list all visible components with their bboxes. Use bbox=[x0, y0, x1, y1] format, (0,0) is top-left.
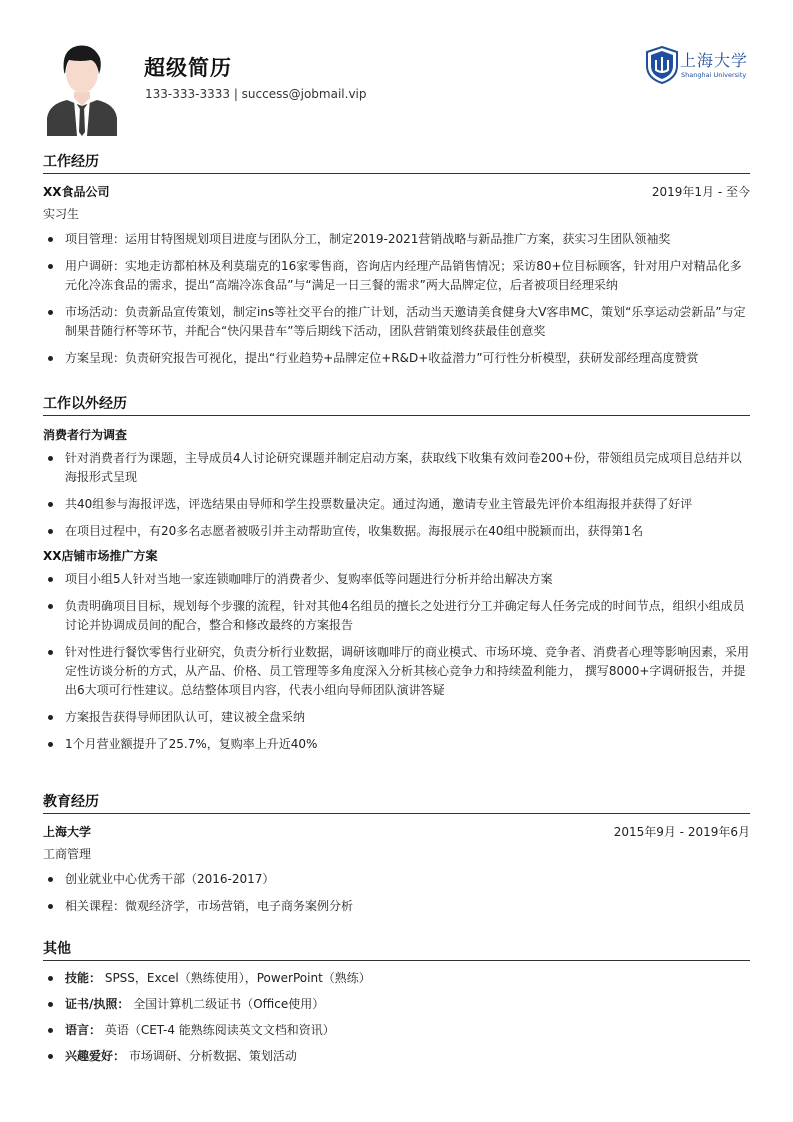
contact-info: 133-333-3333 | success@jobmail.vip bbox=[145, 87, 367, 101]
other-experience-section bbox=[43, 393, 750, 754]
list-item: 在项目过程中，有20多名志愿者被吸引并主动帮助宣传，收集数据。海报展示在40组中脱颖而出，获得第1名 bbox=[43, 522, 750, 541]
list-item: 相关课程：微观经济学，市场营销，电子商务案例分析 bbox=[43, 897, 750, 916]
list-item: 针对消费者行为课题，主导成员4人讨论研究课题并制定启动方案，获取线下收集有效问卷200+份，带领组员完成项目总结并以海报形式呈现 bbox=[43, 449, 750, 487]
university-logo-icon bbox=[645, 46, 679, 84]
resume-title: 超级简历 bbox=[144, 56, 232, 80]
list-item: 项目小组5人针对当地一家连锁咖啡厅的消费者少、复购率低等问题进行分析并给出解决方案 bbox=[43, 570, 750, 589]
project-title: XX店铺市场推广方案 bbox=[43, 549, 158, 563]
university-logo-text: 上海大学 bbox=[680, 51, 749, 70]
edu-bullets bbox=[43, 870, 750, 916]
section-title: 教育经历 bbox=[43, 791, 750, 814]
work-section bbox=[43, 151, 750, 368]
project-title: 消费者行为调查 bbox=[43, 428, 128, 442]
language-value: 英语（CET-4 能熟练阅读英文文档和资讯） bbox=[101, 1023, 335, 1037]
list-item bbox=[43, 969, 750, 988]
language-label: 语言： bbox=[65, 1023, 102, 1037]
list-item: 市场活动：负责新品宣传策划，制定ins等社交平台的推广计划，活动当天邀请美食健身大V客串MC，策划“乐享运动尝新品”与定制果昔随行杯等环节，并配合“快闪果昔车”等后期线下活动，团队营销策划终获最佳创意奖 bbox=[43, 303, 750, 341]
list-item bbox=[43, 995, 750, 1014]
school-name: 上海大学 bbox=[43, 825, 92, 839]
list-item: 针对性进行餐饮零售行业研究，负责分析行业数据，调研该咖啡厅的商业模式、市场环境、竞争者、消费者心理等影响因素，采用定性访谈分析的方式，从产品、价格、员工管理等多角度深入分析其核心竞争力和持续盈利能力， 撰写8000+字调研报告，并提出6大项可行性建议。总结整体项目内容，代表小组向导师团队演讲答疑 bbox=[43, 643, 750, 700]
section-title: 其他 bbox=[43, 938, 750, 961]
hobbies-label: 兴趣爱好： bbox=[65, 1049, 126, 1063]
list-item: 共40组参与海报评选，评选结果由导师和学生投票数量决定。通过沟通，邀请专业主管最先评价本组海报并获得了好评 bbox=[43, 495, 750, 514]
education-section bbox=[43, 791, 750, 916]
certificate-label: 证书/执照： bbox=[65, 997, 130, 1011]
work-bullets bbox=[43, 230, 750, 368]
major: 工商管理 bbox=[43, 847, 92, 861]
project2-bullets bbox=[43, 570, 750, 754]
certificate-value: 全国计算机二级证书（Office使用） bbox=[129, 997, 325, 1011]
company-name: XX食品公司 bbox=[43, 185, 110, 199]
list-item: 方案呈现：负责研究报告可视化，提出“行业趋势+品牌定位+R&D+收益潜力”可行性分析模型，获研发部经理高度赞赏 bbox=[43, 349, 750, 368]
skills-value: SPSS，Excel（熟练使用），PowerPoint（熟练） bbox=[101, 971, 371, 985]
list-item: 1个月营业额提升了25.7%，复购率上升近40% bbox=[43, 735, 750, 754]
list-item: 方案报告获得导师团队认可，建议被全盘采纳 bbox=[43, 708, 750, 727]
list-item bbox=[43, 1047, 750, 1066]
list-item bbox=[43, 1021, 750, 1040]
skills-label: 技能： bbox=[65, 971, 102, 985]
list-item: 项目管理：运用甘特图规划项目进度与团队分工，制定2019-2021营销战略与新品推广方案，获实习生团队领袖奖 bbox=[43, 230, 750, 249]
hobbies-value: 市场调研、分析数据、策划活动 bbox=[125, 1049, 297, 1063]
job-role: 实习生 bbox=[43, 207, 80, 221]
other-section bbox=[43, 938, 750, 1066]
edu-date: 2015年9月 - 2019年6月 bbox=[613, 825, 750, 839]
section-title: 工作经历 bbox=[43, 151, 750, 174]
university-logo-subtitle: Shanghai University bbox=[681, 71, 747, 79]
list-item: 创业就业中心优秀干部（2016-2017） bbox=[43, 870, 750, 889]
misc-list bbox=[43, 969, 750, 1066]
work-date: 2019年1月 - 至今 bbox=[651, 185, 750, 199]
list-item: 负责明确项目目标，规划每个步骤的流程，针对其他4名组员的擅长之处进行分工并确定每人任务完成的时间节点，组织小组成员讨论并协调成员间的配合，整合和修改最终的方案报告 bbox=[43, 597, 750, 635]
section-title: 工作以外经历 bbox=[43, 393, 750, 416]
avatar bbox=[47, 40, 117, 136]
list-item: 用户调研：实地走访都柏林及利莫瑞克的16家零售商，咨询店内经理产品销售情况；采访80+位目标顾客，针对用户对精品化多元化冷冻食品的需求，提出“高端冷冻食品”与“满足一日三餐的需求”两大品牌定位，后者被项目经理采纳 bbox=[43, 257, 750, 295]
project1-bullets bbox=[43, 449, 750, 541]
